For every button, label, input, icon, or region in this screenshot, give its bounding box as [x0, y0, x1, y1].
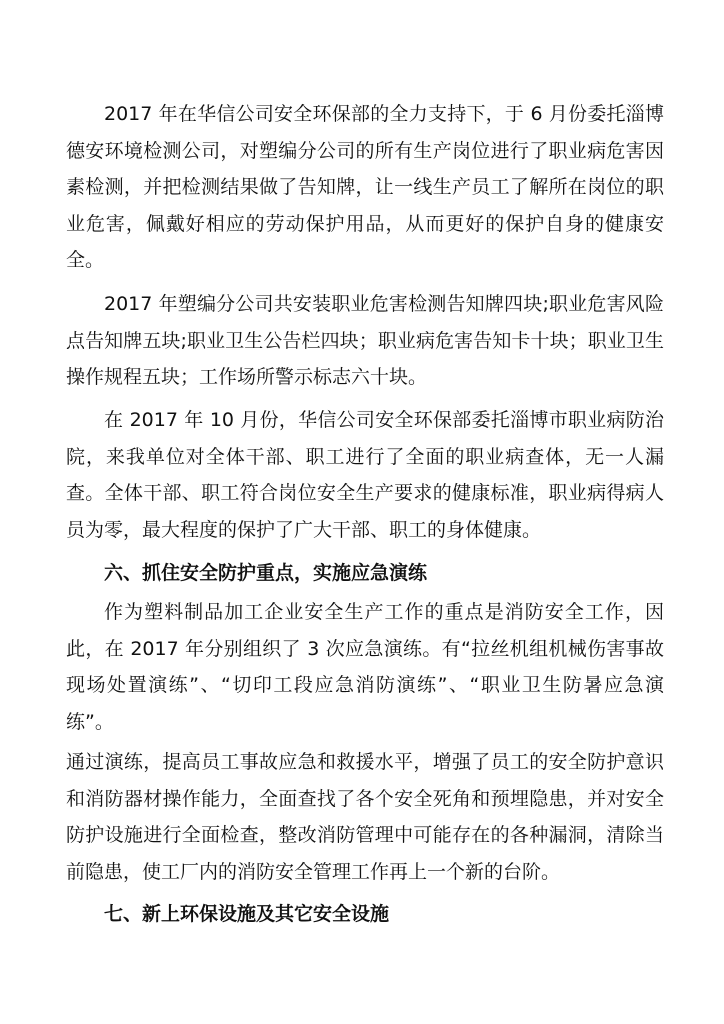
- paragraph-emergency-drills: 作为塑料制品加工企业安全生产工作的重点是消防安全工作，因此，在 2017 年分别组织了 3 次应急演练。有“拉丝机组机械伤害事故现场处置演练”、“切印工段应急消防演练”、“职业卫生防暑应急演练”。: [66, 601, 664, 733]
- paragraph-occupational-hazard-testing: 2017 年在华信公司安全环保部的全力支持下，于 6 月份委托淄博德安环境检测公司，对塑编分公司的所有生产岗位进行了职业病危害因素检测，并把检测结果做了告知牌，让一线生产员工了解所在岗位的职业危害，佩戴好相应的劳动保护用品，从而更好的保护自身的健康安全。: [66, 103, 664, 271]
- section-heading-seven: 七、新上环保设施及其它安全设施: [104, 903, 390, 925]
- paragraph-drill-results: 通过演练，提高员工事故应急和救援水平，增强了员工的安全防护意识和消防器材操作能力，全面查找了各个安全死角和预埋隐患，并对安全防护设施进行全面检查，整改消防管理中可能存在的各种漏洞，清除当前隐患，使工厂内的消防安全管理工作再上一个新的台阶。: [66, 751, 664, 883]
- section-heading-six: 六、抓住安全防护重点，实施应急演练: [104, 562, 428, 584]
- paragraph-warning-signs: 2017 年塑编分公司共安装职业危害检测告知牌四块;职业危害风险点告知牌五块;职业卫生公告栏四块；职业病危害告知卡十块；职业卫生操作规程五块；工作场所警示标志六十块。: [66, 293, 664, 388]
- paragraph-health-checkup: 在 2017 年 10 月份，华信公司安全环保部委托淄博市职业病防治院，来我单位对全体干部、职工进行了全面的职业病查体，无一人漏查。全体干部、职工符合岗位安全生产要求的健康标准，职业病得病人员为零，最大程度的保护了广大干部、职工的身体健康。: [66, 409, 664, 541]
